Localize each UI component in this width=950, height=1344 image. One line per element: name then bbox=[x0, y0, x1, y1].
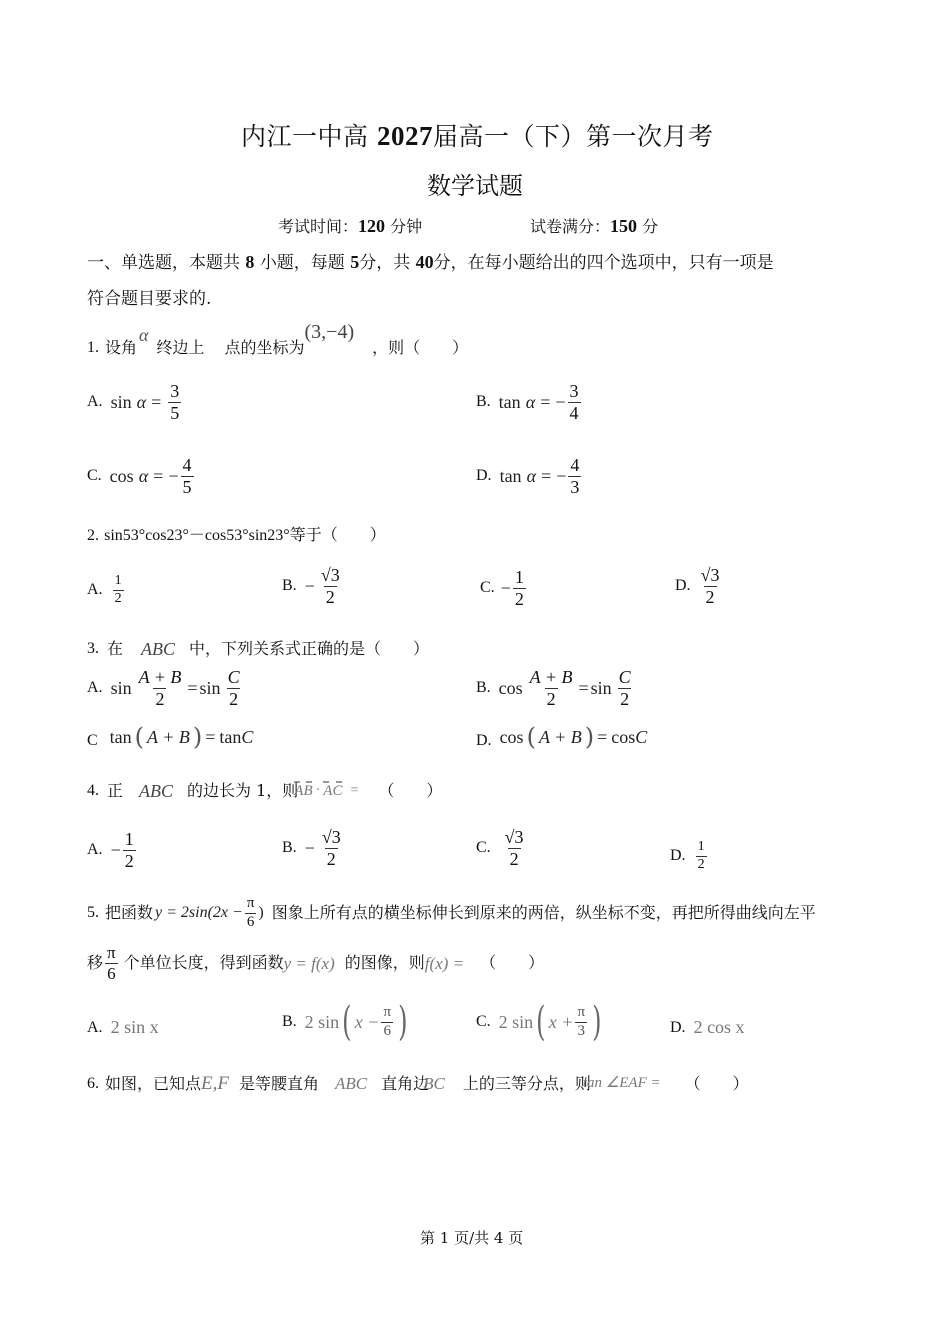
instr-b: 小题，每题 bbox=[259, 253, 345, 273]
option-label: C bbox=[87, 732, 98, 749]
question-2 bbox=[87, 527, 386, 544]
q4-option-b[interactable] bbox=[282, 828, 345, 869]
denominator: 2 bbox=[509, 848, 519, 869]
numerator: π bbox=[246, 895, 255, 911]
q2-option-b[interactable] bbox=[282, 566, 344, 607]
alpha-symbol: α bbox=[139, 325, 149, 345]
numerator: C bbox=[227, 667, 240, 687]
numerator: A + B bbox=[138, 667, 182, 687]
numerator: √3 bbox=[700, 565, 720, 585]
argument: A + B bbox=[538, 726, 582, 747]
triangle-name: ABC bbox=[335, 1074, 368, 1093]
numerator: 1 bbox=[114, 573, 122, 588]
fraction bbox=[320, 828, 343, 869]
exam-time-label: 考试时间： bbox=[278, 217, 359, 236]
full-score-value: 150 bbox=[610, 216, 638, 236]
equals-sign: = bbox=[578, 677, 589, 698]
exam-title bbox=[241, 117, 713, 153]
numerator: 4 bbox=[182, 455, 192, 475]
denominator: 3 bbox=[577, 1022, 585, 1039]
q1-option-d[interactable] bbox=[476, 456, 583, 497]
full-score bbox=[530, 214, 658, 237]
minus-sign: − bbox=[304, 575, 315, 596]
option-label: A. bbox=[87, 841, 103, 859]
q5-text-e: 的图像，则 bbox=[344, 953, 425, 973]
question-number: 5. bbox=[87, 904, 99, 922]
minus-sign: − bbox=[500, 577, 511, 598]
fraction bbox=[513, 568, 526, 609]
q4-option-d[interactable] bbox=[670, 840, 709, 872]
minus-sign: − bbox=[304, 837, 315, 858]
numerator: A + B bbox=[529, 667, 573, 687]
denominator: 2 bbox=[114, 590, 122, 606]
exam-subtitle: 数学试题 bbox=[427, 172, 523, 200]
left-paren: ( bbox=[342, 999, 352, 1045]
func-name: sin bbox=[199, 677, 221, 698]
q3-option-a[interactable] bbox=[87, 668, 244, 709]
func-name: sin bbox=[110, 677, 132, 698]
func-name: cos bbox=[611, 726, 636, 747]
equals-sign: = bbox=[540, 391, 551, 412]
function-y-fx: y = f(x) bbox=[283, 953, 335, 973]
exam-time bbox=[278, 214, 422, 237]
fraction bbox=[319, 566, 342, 607]
fraction bbox=[568, 382, 581, 423]
fraction bbox=[181, 456, 194, 497]
left-paren: ( bbox=[134, 723, 145, 751]
q1-option-c[interactable] bbox=[87, 456, 196, 497]
right-paren: ) bbox=[258, 904, 264, 922]
option-label: B. bbox=[476, 679, 491, 697]
argument: x − bbox=[354, 1011, 380, 1032]
function-expression: y = 2sin(2x − bbox=[155, 904, 243, 922]
option-expression: 2 cos x bbox=[693, 1017, 745, 1037]
q5-text-d: 个单位长度，得到函数 bbox=[123, 953, 284, 973]
func-name: tan bbox=[499, 465, 522, 486]
fraction bbox=[123, 830, 136, 871]
question-5-line2 bbox=[87, 944, 544, 983]
option-expression: 2 sin x bbox=[110, 1017, 159, 1037]
q5-text-a: 把函数 bbox=[105, 903, 154, 923]
denominator: 6 bbox=[383, 1022, 391, 1039]
q1-option-a[interactable] bbox=[87, 382, 183, 423]
q2-text: sin53°cos23°－cos53°sin23°等于（ ） bbox=[104, 527, 386, 544]
alpha-symbol: α bbox=[525, 391, 536, 412]
question-5-line1 bbox=[87, 896, 816, 931]
section-instruction-line2: 符合题目要求的. bbox=[87, 289, 212, 309]
numerator: 1 bbox=[514, 567, 524, 587]
denominator: 2 bbox=[705, 586, 715, 607]
question-1 bbox=[87, 321, 469, 357]
q3-option-b[interactable] bbox=[476, 668, 635, 709]
numerator: π bbox=[107, 943, 116, 962]
equals-sign: = bbox=[187, 677, 198, 698]
question-number: 3. bbox=[87, 640, 99, 657]
minus-sign: − bbox=[555, 391, 566, 412]
right-paren: ) bbox=[398, 999, 408, 1045]
option-label: B. bbox=[476, 393, 491, 411]
q5-option-c[interactable] bbox=[476, 999, 605, 1045]
option-label: A. bbox=[87, 393, 103, 411]
question-3 bbox=[87, 640, 429, 658]
numerator: 1 bbox=[124, 829, 134, 849]
denominator: 2 bbox=[325, 586, 335, 607]
option-label: C. bbox=[476, 1013, 491, 1030]
argument: A + B bbox=[147, 726, 190, 747]
right-paren: ) bbox=[192, 723, 203, 751]
alpha-symbol: α bbox=[136, 391, 147, 412]
exam-time-value: 120 bbox=[358, 216, 386, 236]
func-name: cos bbox=[499, 726, 524, 747]
option-label: B. bbox=[282, 1013, 297, 1030]
q3-option-d[interactable] bbox=[476, 723, 647, 751]
points-ef: E,F bbox=[201, 1073, 229, 1094]
option-label: D. bbox=[476, 467, 492, 485]
denominator: 3 bbox=[570, 476, 580, 497]
right-paren: ) bbox=[592, 999, 602, 1045]
exam-time-unit: 分钟 bbox=[390, 217, 423, 236]
q4-text-a: 正 bbox=[107, 781, 124, 800]
q4-text-b: 的边长为 1，则 bbox=[187, 781, 299, 800]
equals-sign: = bbox=[153, 465, 164, 486]
page-footer: 第 1 页/共 4 页 bbox=[420, 1229, 524, 1247]
option-label: A. bbox=[87, 1018, 103, 1036]
option-label: D. bbox=[476, 732, 492, 749]
option-label: A. bbox=[87, 581, 103, 599]
q4-option-c[interactable] bbox=[476, 828, 528, 869]
option-label: C. bbox=[476, 839, 491, 857]
fraction bbox=[381, 1005, 393, 1040]
denominator: 6 bbox=[246, 913, 255, 930]
q6-text-d: 上的三等分点，则 bbox=[462, 1073, 591, 1093]
minus-sign: − bbox=[556, 465, 567, 486]
fraction bbox=[226, 668, 242, 709]
numerator: C bbox=[618, 667, 631, 687]
func-name: sin bbox=[590, 677, 612, 698]
denominator: 5 bbox=[182, 476, 192, 497]
question-number: 4. bbox=[87, 782, 99, 799]
variable: C bbox=[635, 726, 648, 747]
q4-option-a[interactable] bbox=[87, 830, 138, 871]
option-label: C. bbox=[87, 467, 102, 485]
q1-text-c: 点的坐标为 bbox=[224, 338, 305, 357]
q1-option-b[interactable] bbox=[476, 382, 583, 423]
func-name: 2 sin bbox=[498, 1011, 534, 1032]
fraction bbox=[503, 828, 526, 869]
func-name: sin bbox=[110, 391, 132, 412]
numerator: 3 bbox=[170, 381, 180, 401]
fraction bbox=[168, 382, 181, 423]
alpha-symbol: α bbox=[138, 465, 149, 486]
func-name: cos bbox=[498, 677, 523, 698]
instr-d: 分，在每小题给出的四个选项中，只有一项是 bbox=[433, 253, 774, 273]
numerator: 3 bbox=[569, 381, 579, 401]
numerator: π bbox=[383, 1003, 392, 1020]
full-score-unit: 分 bbox=[642, 217, 659, 236]
points-each: 5 bbox=[350, 252, 360, 272]
q5-option-b[interactable] bbox=[282, 999, 411, 1045]
triangle-name: ABC bbox=[139, 781, 174, 801]
title-year: 2027 bbox=[376, 121, 433, 151]
q6-text-a: 如图，已知点 bbox=[105, 1073, 202, 1093]
denominator: 6 bbox=[107, 963, 116, 983]
equals-sign: = bbox=[205, 726, 216, 747]
equals-sign: = bbox=[541, 465, 552, 486]
numerator: π bbox=[577, 1003, 586, 1020]
denominator: 2 bbox=[514, 588, 524, 609]
tan-eaf-expression: tan ∠EAF = bbox=[582, 1075, 661, 1091]
dot-operator: · bbox=[315, 783, 321, 798]
fraction bbox=[113, 574, 124, 606]
numerator: √3 bbox=[321, 827, 341, 847]
func-name: tan bbox=[498, 391, 521, 412]
option-label: A. bbox=[87, 679, 103, 697]
q6-text-e: （ ） bbox=[684, 1073, 749, 1093]
fraction bbox=[568, 456, 581, 497]
instr-a: 一、单选题，本题共 bbox=[87, 253, 240, 273]
alpha-symbol: α bbox=[526, 465, 537, 486]
numerator: √3 bbox=[320, 565, 340, 585]
q5-text-c: 移 bbox=[87, 953, 104, 973]
func-name: cos bbox=[109, 465, 134, 486]
function-fx: f(x) = bbox=[424, 953, 465, 973]
fraction bbox=[575, 1005, 587, 1040]
full-score-label: 试卷满分： bbox=[530, 217, 611, 236]
option-label: D. bbox=[670, 847, 686, 865]
left-paren: ( bbox=[536, 999, 546, 1045]
q4-text-c: （ ） bbox=[378, 781, 443, 800]
equals-sign: = bbox=[151, 391, 162, 412]
denominator: 2 bbox=[546, 688, 556, 709]
question-6 bbox=[87, 1074, 749, 1093]
q5-text-f: （ ） bbox=[480, 953, 545, 973]
vector-ab: AB bbox=[294, 782, 313, 799]
q3-text-b: 中，下列关系式正确的是（ ） bbox=[189, 639, 430, 658]
fraction bbox=[696, 840, 707, 872]
minus-sign: − bbox=[110, 839, 121, 860]
denominator: 2 bbox=[155, 688, 165, 709]
title-prefix: 内江一中高 bbox=[241, 122, 369, 151]
question-number: 1. bbox=[87, 339, 99, 356]
minus-sign: − bbox=[168, 465, 179, 486]
point-coordinates: (3,−4) bbox=[304, 321, 355, 343]
left-paren: ( bbox=[526, 723, 536, 751]
q6-text-b: 是等腰直角 bbox=[238, 1073, 319, 1093]
q3-text-a: 在 bbox=[107, 639, 124, 658]
q5-text-b: 图象上所有点的横坐标伸长到原来的两倍，纵坐标不变，再把所得曲线向左平 bbox=[271, 903, 816, 923]
q1-text-a: 设角 bbox=[105, 338, 138, 357]
func-name: 2 sin bbox=[304, 1011, 340, 1032]
variable: C bbox=[241, 726, 254, 747]
numerator: √3 bbox=[504, 827, 524, 847]
fraction bbox=[245, 896, 257, 931]
question-4 bbox=[87, 782, 442, 800]
right-paren: ) bbox=[584, 723, 595, 751]
vector-ac: AC bbox=[323, 782, 343, 799]
q2-option-c[interactable] bbox=[480, 568, 528, 609]
title-suffix: 届高一（下）第一次月考 bbox=[432, 122, 714, 151]
q5-option-d[interactable] bbox=[670, 1017, 745, 1038]
denominator: 2 bbox=[620, 688, 630, 709]
fraction bbox=[105, 944, 118, 983]
q2-option-d[interactable] bbox=[675, 566, 723, 607]
fraction bbox=[699, 566, 722, 607]
option-label: D. bbox=[675, 577, 691, 595]
q1-text-b: 终边上 bbox=[156, 338, 205, 357]
fraction bbox=[617, 668, 633, 709]
option-label: B. bbox=[282, 577, 297, 595]
argument: x + bbox=[548, 1011, 574, 1032]
option-label: B. bbox=[282, 839, 297, 857]
edge-bc: BC bbox=[423, 1074, 445, 1093]
numerator: 1 bbox=[697, 839, 705, 854]
option-label: D. bbox=[670, 1018, 686, 1036]
fraction bbox=[528, 668, 575, 709]
denominator: 4 bbox=[569, 402, 579, 423]
q6-text-c: 直角边 bbox=[381, 1073, 430, 1093]
question-count: 8 bbox=[245, 252, 255, 272]
equals-sign: = bbox=[597, 726, 608, 747]
denominator: 2 bbox=[124, 850, 134, 871]
q5-option-a[interactable] bbox=[87, 1017, 159, 1038]
q2-option-a[interactable] bbox=[87, 574, 126, 606]
triangle-name: ABC bbox=[141, 639, 176, 659]
denominator: 2 bbox=[229, 688, 239, 709]
func-name: tan bbox=[109, 726, 132, 747]
question-number: 6. bbox=[87, 1074, 99, 1092]
func-name: tan bbox=[219, 726, 242, 747]
section-instruction bbox=[87, 253, 774, 272]
equals-sign: = bbox=[350, 783, 359, 798]
instr-c: 分，共 bbox=[359, 253, 411, 273]
numerator: 4 bbox=[570, 455, 580, 475]
denominator: 5 bbox=[170, 402, 180, 423]
points-total: 40 bbox=[415, 252, 434, 272]
question-number: 2. bbox=[87, 527, 99, 544]
option-label: C. bbox=[480, 579, 495, 597]
q1-text-d: ，则（ ） bbox=[372, 338, 469, 357]
denominator: 2 bbox=[326, 848, 336, 869]
fraction bbox=[137, 668, 184, 709]
q3-option-c[interactable] bbox=[87, 723, 253, 751]
denominator: 2 bbox=[697, 856, 705, 872]
